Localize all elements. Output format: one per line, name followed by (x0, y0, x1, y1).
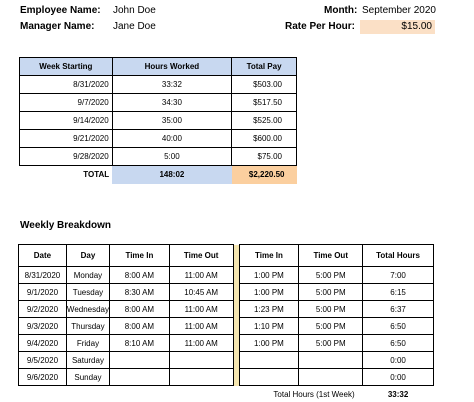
time-out-1-cell: 11:00 AM (169, 267, 233, 284)
weekly-breakdown-table (18, 244, 434, 402)
time-out-2-cell (299, 352, 363, 369)
weekly-summary-table (19, 57, 297, 184)
time-in-1-cell: 8:00 AM (110, 267, 170, 284)
summary-row (20, 148, 297, 166)
hours-worked-cell: 35:00 (112, 112, 231, 130)
time-in-2-cell: 1:00 PM (239, 335, 299, 352)
col-hours-worked: Hours Worked (112, 58, 231, 76)
time-out-1-cell (169, 369, 233, 386)
col-day: Day (66, 245, 109, 267)
time-in-1-cell: 8:30 AM (110, 284, 170, 301)
total-hours-cell: 6:50 (363, 318, 434, 335)
col-total-hours: Total Hours (363, 245, 434, 267)
time-out-1-cell: 11:00 AM (169, 301, 233, 318)
col-date: Date (19, 245, 67, 267)
date-cell: 9/6/2020 (19, 369, 67, 386)
date-cell: 9/4/2020 (19, 335, 67, 352)
hours-worked-cell: 5:00 (112, 148, 231, 166)
weekly-header-row (19, 245, 434, 267)
total-hours-cell: 0:00 (363, 369, 434, 386)
summary-row (20, 112, 297, 130)
col-total-pay: Total Pay (232, 58, 297, 76)
total-label: TOTAL (83, 170, 110, 180)
total-hours-cell: 7:00 (363, 267, 434, 284)
day-cell: Sunday (66, 369, 109, 386)
rate-per-hour-value: $15.00 (360, 20, 435, 34)
weekly-row (19, 335, 434, 352)
date-cell: 9/3/2020 (19, 318, 67, 335)
total-hours-cell: 148:02 (112, 166, 231, 184)
time-out-1-cell: 11:00 AM (169, 318, 233, 335)
total-hours-cell: 6:50 (363, 335, 434, 352)
day-cell: Wednesday (66, 301, 109, 318)
time-out-2-cell: 5:00 PM (299, 267, 363, 284)
summary-row (20, 130, 297, 148)
weekly-footer-row (19, 386, 434, 402)
time-out-2-cell: 5:00 PM (299, 284, 363, 301)
time-in-1-cell (110, 352, 170, 369)
day-cell: Tuesday (66, 284, 109, 301)
total-pay-cell: $503.00 (232, 76, 297, 94)
weekly-breakdown-title: Weekly Breakdown (20, 220, 111, 231)
col-time-in-2: Time In (239, 245, 299, 267)
week-start-cell: 9/21/2020 (20, 130, 113, 148)
total-hours-cell: 6:37 (363, 301, 434, 318)
week-start-cell: 9/7/2020 (20, 94, 113, 112)
weekly-row (19, 301, 434, 318)
day-cell: Saturday (66, 352, 109, 369)
time-in-2-cell: 1:23 PM (239, 301, 299, 318)
col-time-in-1: Time In (110, 245, 170, 267)
col-time-out-2: Time Out (299, 245, 363, 267)
summary-row (20, 94, 297, 112)
employee-name-value: John Doe (113, 5, 156, 16)
week-start-cell: 8/31/2020 (20, 76, 113, 94)
weekly-row (19, 267, 434, 284)
manager-name-label: Manager Name: (20, 21, 95, 32)
time-out-1-cell: 10:45 AM (169, 284, 233, 301)
time-out-2-cell: 5:00 PM (299, 335, 363, 352)
time-out-2-cell (299, 369, 363, 386)
weekly-row (19, 352, 434, 369)
week-start-cell: 9/28/2020 (20, 148, 113, 166)
manager-name-value: Jane Doe (113, 21, 156, 32)
date-cell: 9/1/2020 (19, 284, 67, 301)
date-cell: 9/5/2020 (19, 352, 67, 369)
date-cell: 9/2/2020 (19, 301, 67, 318)
date-cell: 8/31/2020 (19, 267, 67, 284)
time-out-2-cell: 5:00 PM (299, 301, 363, 318)
time-out-2-cell: 5:00 PM (299, 318, 363, 335)
total-hours-cell: 0:00 (363, 352, 434, 369)
total-pay-cell: $525.00 (232, 112, 297, 130)
total-pay-cell: $2,220.50 (232, 166, 297, 184)
summary-total-row (20, 166, 297, 184)
weekly-row (19, 369, 434, 386)
month-value: September 2020 (362, 5, 436, 16)
hours-worked-cell: 40:00 (112, 130, 231, 148)
total-pay-cell: $600.00 (232, 130, 297, 148)
col-week-starting: Week Starting (20, 58, 113, 76)
time-in-2-cell: 1:00 PM (239, 267, 299, 284)
time-in-1-cell: 8:00 AM (110, 318, 170, 335)
time-in-1-cell: 8:10 AM (110, 335, 170, 352)
hours-worked-cell: 33:32 (112, 76, 231, 94)
total-pay-cell: $517.50 (232, 94, 297, 112)
summary-header-row (20, 58, 297, 76)
week-start-cell: 9/14/2020 (20, 112, 113, 130)
weekly-row (19, 318, 434, 335)
rate-per-hour-label: Rate Per Hour: (285, 21, 356, 32)
month-label: Month: (324, 5, 358, 16)
weekly-row (19, 284, 434, 301)
time-in-2-cell: 1:00 PM (239, 284, 299, 301)
employee-name-label: Employee Name: (20, 5, 101, 16)
hours-worked-cell: 34:30 (112, 94, 231, 112)
summary-row (20, 76, 297, 94)
day-cell: Thursday (66, 318, 109, 335)
time-in-2-cell (239, 352, 299, 369)
day-cell: Friday (66, 335, 109, 352)
time-out-1-cell (169, 352, 233, 369)
total-pay-cell: $75.00 (232, 148, 297, 166)
day-cell: Monday (66, 267, 109, 284)
time-in-1-cell (110, 369, 170, 386)
total-hours-week-label: Total Hours (1st Week) (273, 389, 355, 399)
col-time-out-1: Time Out (169, 245, 233, 267)
time-in-2-cell: 1:10 PM (239, 318, 299, 335)
time-in-1-cell: 8:00 AM (110, 301, 170, 318)
total-hours-week-value: 33:32 (387, 389, 409, 399)
time-in-2-cell (239, 369, 299, 386)
time-out-1-cell: 11:00 AM (169, 335, 233, 352)
total-hours-cell: 6:15 (363, 284, 434, 301)
